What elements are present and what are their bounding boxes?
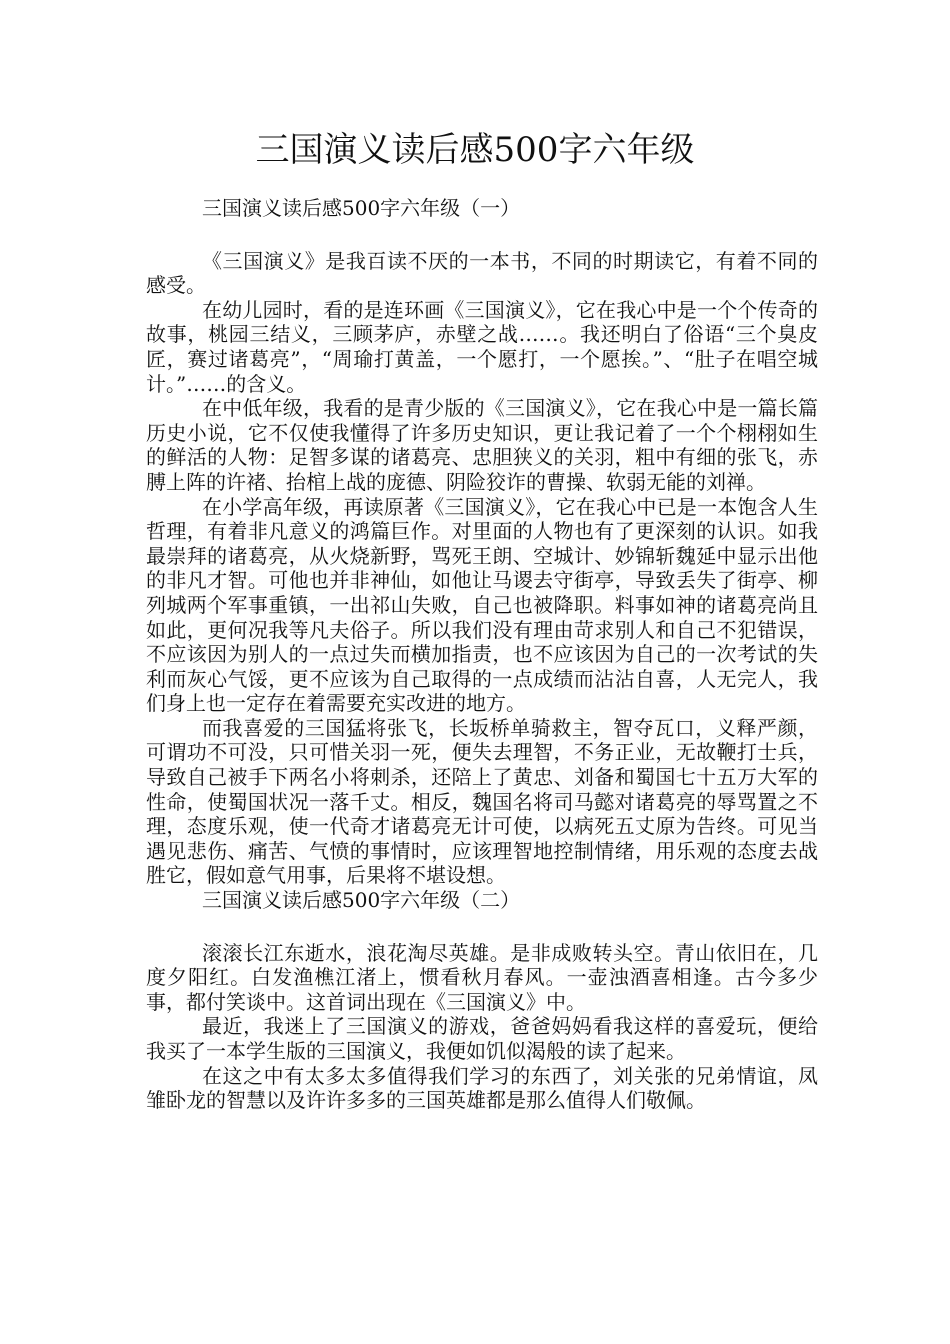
paragraph: 在中低年级，我看的是青少版的《三国演义》，它在我心中是一篇长篇历史小说，它不仅使我懂得了许多历史知识，更让我记着了一个个栩栩如生的鲜活的人物：足智多谋的诸葛亮、忠胆狭义的关羽，粗中有细的张飞，赤膊上阵的许褚、抬棺上战的庞德、阴险狡诈的曹操、软弱无能的刘禅。 [146, 396, 818, 494]
paragraph: 滚滚长江东逝水，浪花淘尽英雄。是非成败转头空。青山依旧在，几度夕阳红。白发渔樵江渚上，惯看秋月春风。一壶浊酒喜相逢。古今多少事，都付笑谈中。这首词出现在《三国演义》中。 [146, 940, 818, 1014]
paragraph: 最近，我迷上了三国演义的游戏，爸爸妈妈看我这样的喜爱玩，便给我买了一本学生版的三国演义，我便如饥似渴般的读了起来。 [146, 1014, 818, 1063]
paragraph: 在小学高年级，再读原著《三国演义》，它在我心中已是一本饱含人生哲理，有着非凡意义的鸿篇巨作。对里面的人物也有了更深刻的认识。如我最崇拜的诸葛亮，从火烧新野，骂死王朗、空城计、妙锦斩魏延中显示出他的非凡才智。可他也并非神仙，如他让马谡去守街亭，导致丢失了街亭、柳列城两个军事重镇，一出祁山失败，自己也被降职。料事如神的诸葛亮尚且如此，更何况我等凡夫俗子。所以我们没有理由苛求别人和自己不犯错误，不应该因为别人的一点过失而横加指责，也不应该因为自己的一次考试的失利而灰心气馁，更不应该为自己取得的一点成绩而沾沾自喜，人无完人，我们身上也一定存在着需要充实改进的地方。 [146, 494, 818, 716]
section-heading-1: 三国演义读后感500字六年级（一） [202, 196, 521, 220]
document-title: 三国演义读后感500字六年级 [255, 130, 695, 170]
paragraph: 而我喜爱的三国猛将张飞，长坂桥单骑救主，智夺瓦口，义释严颜，可谓功不可没，只可惜关羽一死，便失去理智，不务正业，无故鞭打士兵，导致自己被手下两名小将刺杀，还陪上了黄忠、刘备和蜀国七十五万大军的性命，使蜀国状况一落千丈。相反，魏国名将司马懿对诸葛亮的辱骂置之不理，态度乐观，使一代奇才诸葛亮无计可使，以病死五丈原为告终。可见当遇见悲伤、痛苦、气愤的事情时，应该理智地控制情绪，用乐观的态度去战胜它，假如意气用事，后果将不堪设想。 [146, 715, 818, 888]
paragraph: 在幼儿园时，看的是连环画《三国演义》，它在我心中是一个个传奇的故事，桃园三结义，三顾茅庐，赤壁之战……。我还明白了俗语“三个臭皮匠，赛过诸葛亮”，“周瑜打黄盖，一个愿打，一个愿挨。”、“肚子在唱空城计。”……的含义。 [146, 297, 818, 396]
section-heading-2: 三国演义读后感500字六年级（二） [202, 888, 521, 913]
paragraph: 《三国演义》是我百读不厌的一本书，不同的时期读它，有着不同的感受。 [146, 248, 818, 298]
spacer [146, 913, 818, 941]
document-body [146, 196, 818, 1113]
spacer [146, 221, 818, 249]
paragraph: 在这之中有太多太多值得我们学习的东西了，刘关张的兄弟情谊，凤雏卧龙的智慧以及许许多多的三国英雄都是那么值得人们敬佩。 [146, 1063, 818, 1113]
